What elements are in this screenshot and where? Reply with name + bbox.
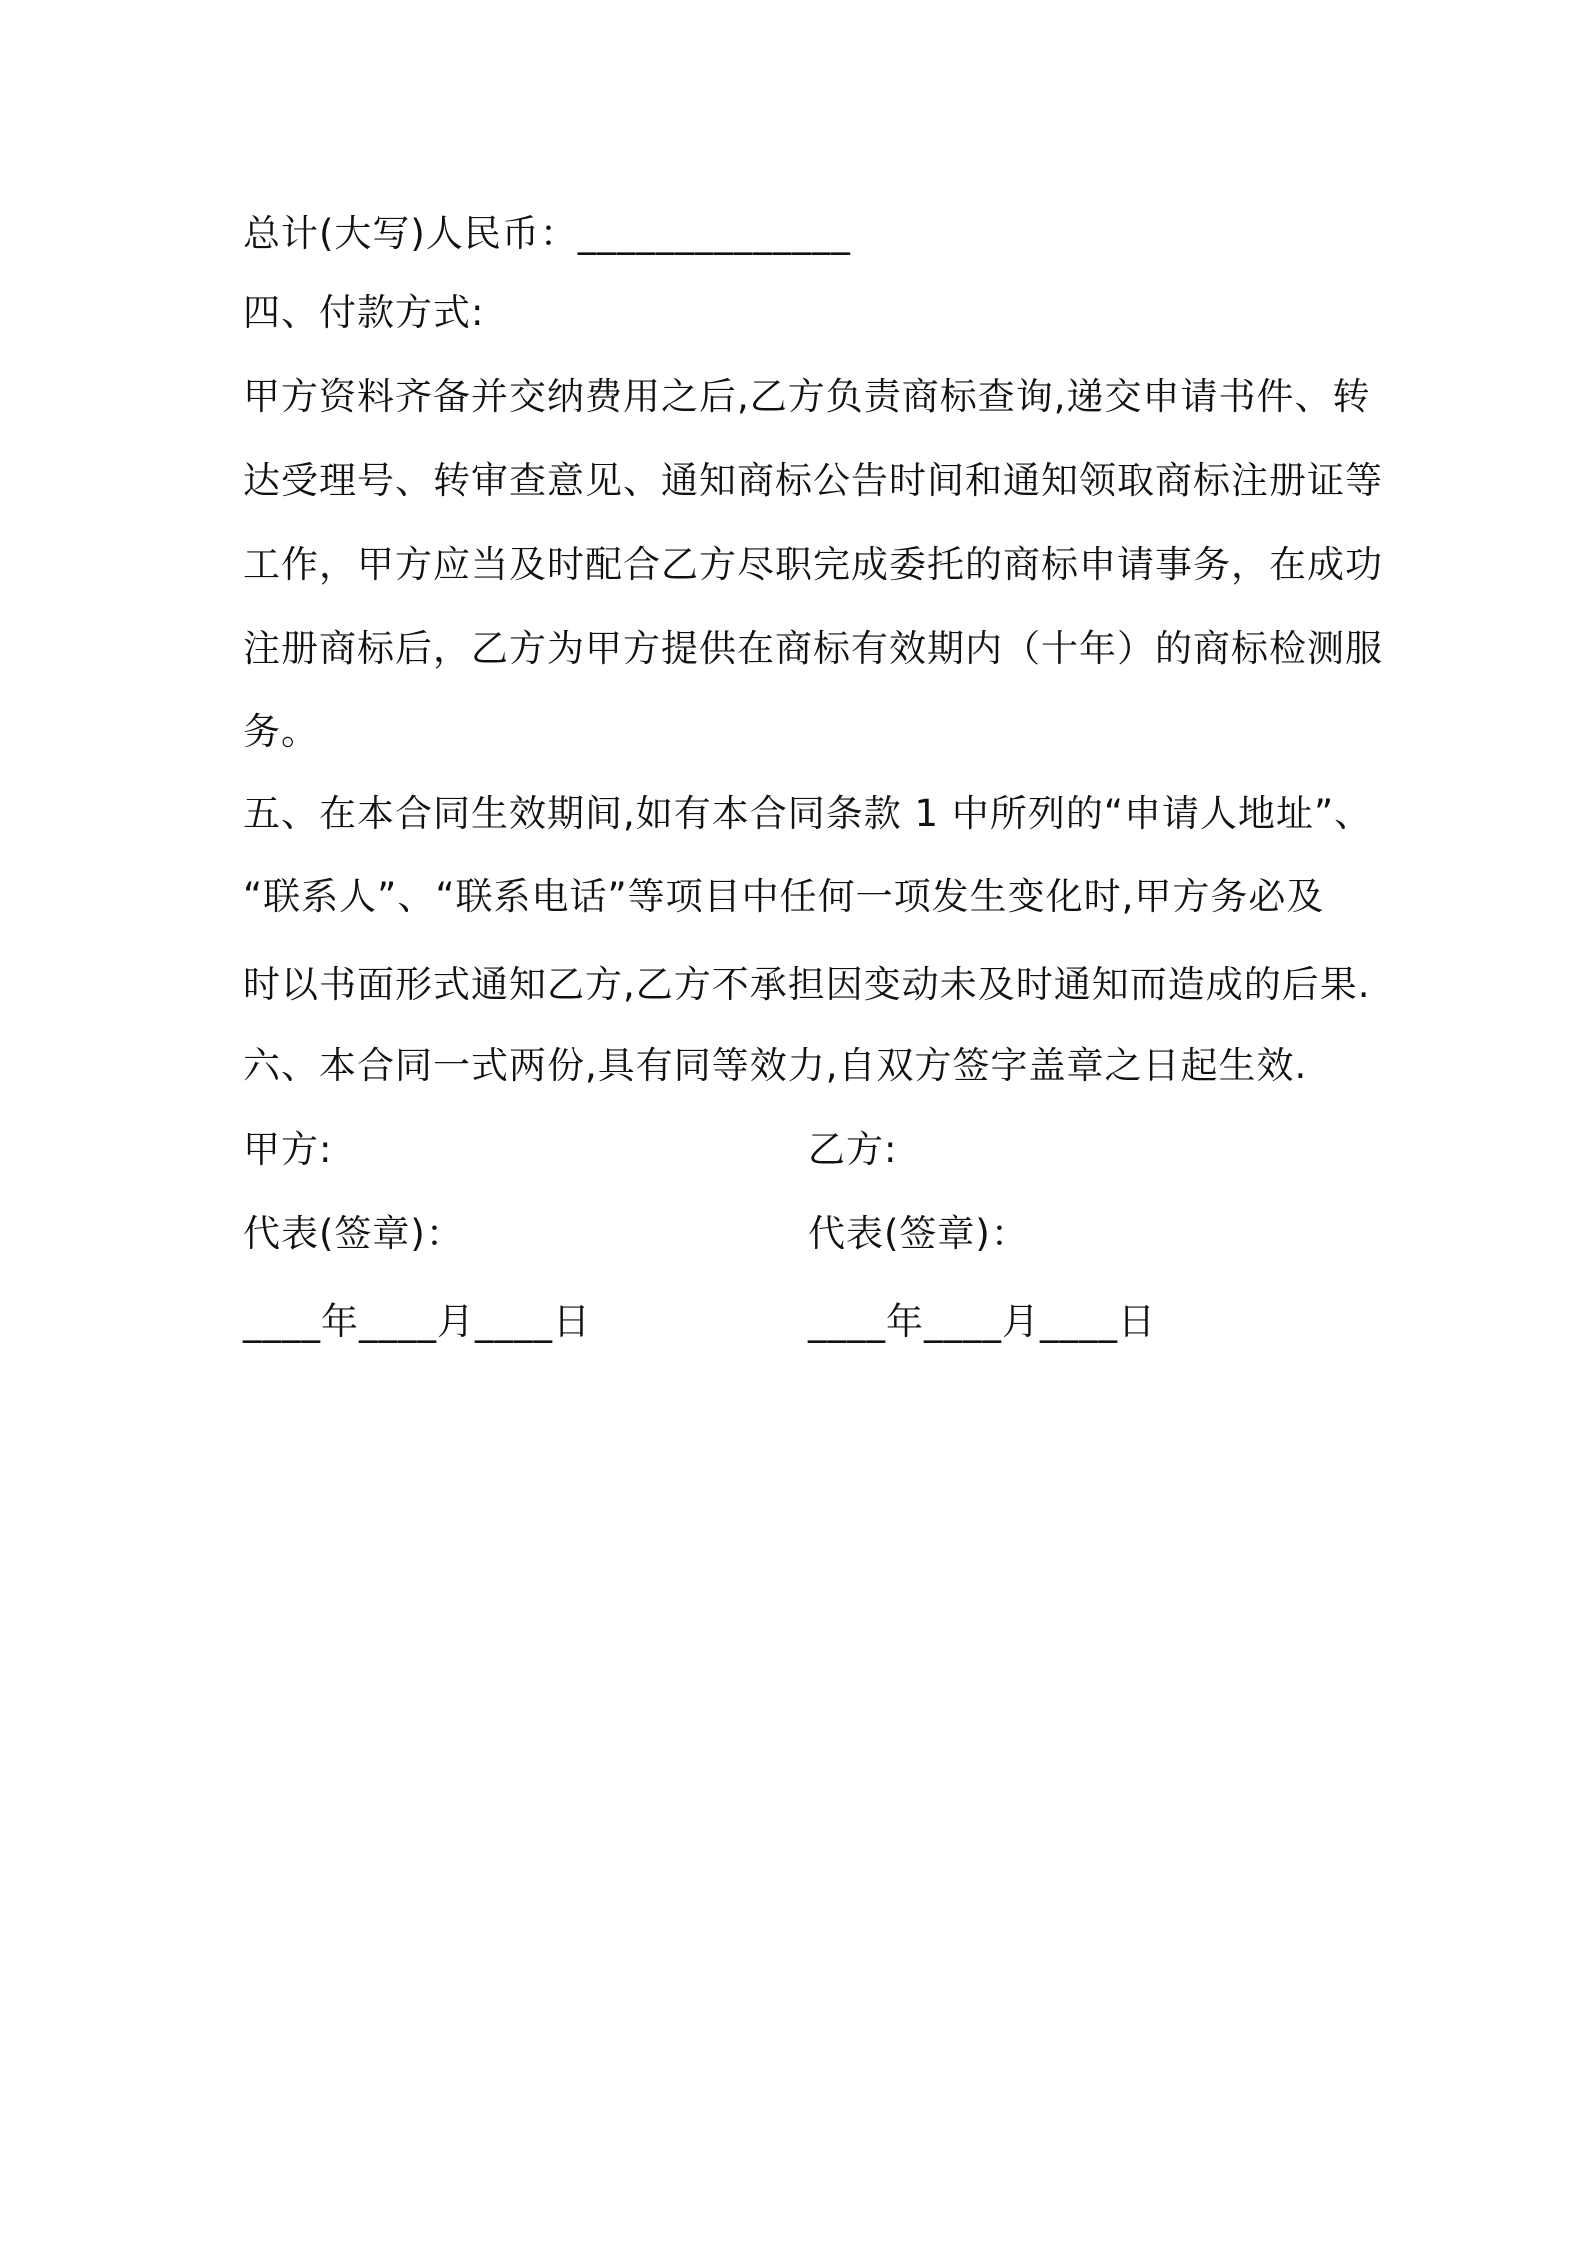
- section-5-line: “联系人”、“联系电话”等项目中任何一项发生变化时,甲方务必及: [243, 875, 1325, 918]
- total-amount-line: [243, 212, 851, 256]
- section-4-line: 达受理号、转审查意见、通知商标公告时间和通知领取商标注册证等: [243, 459, 1383, 502]
- section-4-heading: 四、付款方式:: [243, 291, 485, 334]
- section-4-line: 注册商标后，乙方为甲方提供在商标有效期内（十年）的商标检测服: [243, 627, 1383, 670]
- total-amount-label: 总计(大写)人民币：: [243, 212, 578, 255]
- party-b-label: 乙方:: [808, 1128, 898, 1171]
- party-a-date: ____年____月____日: [243, 1300, 591, 1343]
- party-b-date: ____年____月____日: [808, 1300, 1156, 1343]
- section-6-text: 六、本合同一式两份,具有同等效力,自双方签字盖章之日起生效.: [243, 1044, 1308, 1087]
- party-b-representative: 代表(签章)：: [808, 1212, 1029, 1255]
- section-4-line: 工作，甲方应当及时配合乙方尽职完成委托的商标申请事务，在成功: [243, 543, 1383, 586]
- party-a-label: 甲方:: [243, 1128, 333, 1171]
- total-amount-blank: ______________: [577, 212, 851, 255]
- section-5-line: 五、在本合同生效期间,如有本合同条款 1 中所列的“申请人地址”、: [243, 792, 1373, 835]
- section-4-line: 务。: [243, 710, 319, 753]
- section-4-line: 甲方资料齐备并交纳费用之后,乙方负责商标查询,递交申请书件、转: [243, 375, 1371, 418]
- party-a-representative: 代表(签章)：: [243, 1212, 464, 1255]
- section-5-line: 时以书面形式通知乙方,乙方不承担因变动未及时通知而造成的后果.: [243, 963, 1371, 1006]
